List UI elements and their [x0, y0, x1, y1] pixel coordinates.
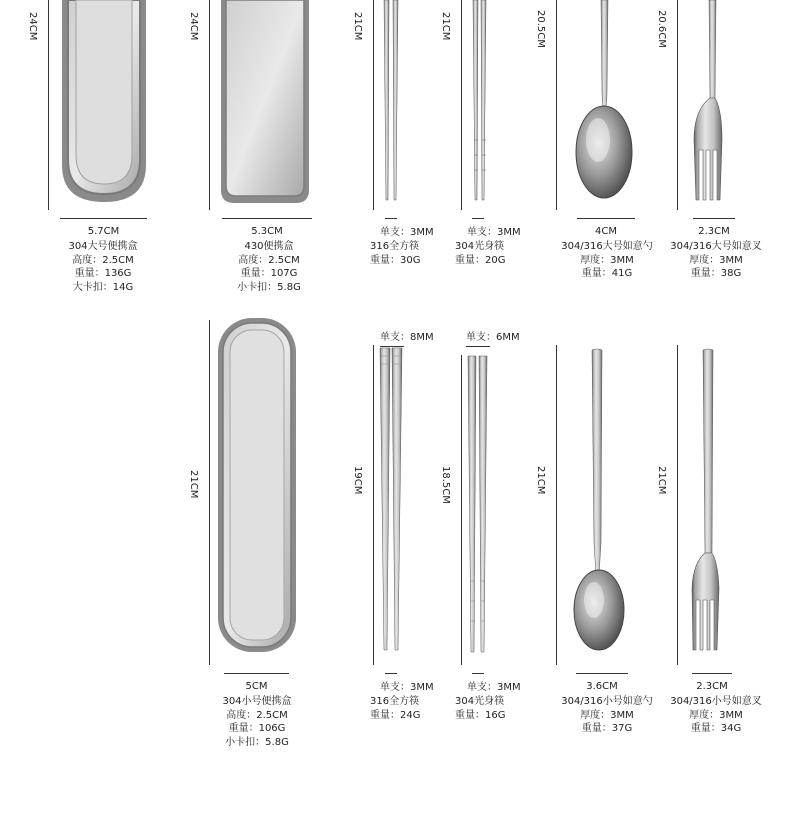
spoon-small-image [570, 348, 634, 660]
box-430-image [218, 0, 314, 206]
fork-small-length-label: 21CM [656, 466, 667, 495]
chopsticks-304-b-top-label: 单支：6MM [466, 332, 520, 343]
chopsticks-316-b-length-label: 19CM [352, 466, 363, 495]
box-small-width-label: 5CM [245, 681, 268, 692]
chopsticks-316-a-info [370, 240, 420, 267]
fork-large-length-label: 20.6CM [656, 10, 667, 48]
box-small-info [202, 695, 312, 749]
chopsticks-316-a-tip-line [385, 218, 397, 219]
spoon-small-length-label: 21CM [535, 466, 546, 495]
fork-large-length-line [677, 0, 678, 210]
chopsticks-316-a-tip-label: 单支：3MM [380, 227, 434, 238]
fork-large-weight: 重量：38G [690, 268, 742, 279]
chopsticks-316-b-length-line [373, 345, 374, 665]
chopsticks-304-a-image [470, 0, 490, 205]
chopsticks-304-b-image [466, 356, 492, 658]
chopsticks-304-b-weight: 重量：16G [455, 709, 506, 721]
box-430-width-line [222, 218, 312, 219]
box-430-name: 430便携盒 [244, 241, 294, 252]
chopsticks-316-a-length-label: 21CM [352, 12, 363, 41]
box-large-name: 304大号便携盒 [68, 241, 138, 252]
spoon-large-length-label: 20.5CM [535, 10, 546, 48]
spoon-large-weight: 重量：41G [581, 268, 633, 279]
box-430-weight: 重量：107G [240, 268, 298, 279]
spoon-large-info [556, 240, 658, 281]
spoon-large-image [570, 0, 642, 210]
chopsticks-316-b-tip-line [385, 673, 397, 674]
chopsticks-316-b-tip-label: 单支：3MM [380, 682, 434, 693]
fork-small-info [664, 695, 768, 736]
chopsticks-304-b-length-label: 18.5CM [440, 466, 451, 504]
box-small-width-line [224, 673, 289, 674]
fork-small-image [688, 348, 738, 658]
box-large-clasp: 大卡扣：14G [72, 281, 134, 293]
spoon-small-info [556, 695, 658, 736]
box-430-height-line [209, 0, 210, 210]
spoon-small-width-label: 3.6CM [586, 681, 618, 692]
fork-small-width-label: 2.3CM [696, 681, 728, 692]
chopsticks-304-b-tip-line [472, 673, 484, 674]
chopsticks-304-b-tip-label: 单支：3MM [467, 682, 521, 693]
spoon-small-weight: 重量：37G [581, 723, 633, 734]
fork-large-width-line [693, 218, 735, 219]
chopsticks-304-b-top-line [466, 346, 490, 347]
spoon-small-thickness: 厚度：3MM [580, 709, 634, 721]
box-small-image [216, 316, 300, 656]
box-small-name: 304小号便携盒 [222, 696, 292, 707]
chopsticks-304-b-length-line [461, 355, 462, 665]
chopsticks-304-a-name: 304光身筷 [455, 241, 505, 252]
chopsticks-304-a-length-line [461, 0, 462, 210]
chopsticks-304-a-tip-line [472, 218, 484, 219]
box-large-width-label: 5.7CM [87, 226, 120, 237]
chopsticks-316-b-weight: 重量：24G [370, 709, 421, 721]
box-large-width-line [60, 218, 147, 219]
fork-large-thickness: 厚度：3MM [689, 254, 743, 266]
box-small-clasp: 小卡扣：5.8G [225, 736, 289, 748]
spoon-large-name: 304/316大号如意勺 [561, 241, 653, 252]
spoon-large-length-line [556, 0, 557, 210]
box-large-height-label: 24CM [27, 12, 38, 41]
chopsticks-304-a-tip-label: 单支：3MM [467, 227, 521, 238]
fork-small-length-line [677, 345, 678, 665]
box-large-info [48, 240, 158, 294]
fork-small-width-line [692, 673, 732, 674]
box-large-height-line [48, 0, 49, 210]
fork-large-info [664, 240, 768, 281]
chopsticks-304-a-length-label: 21CM [440, 12, 451, 41]
spoon-large-thickness: 厚度：3MM [580, 254, 634, 266]
fork-large-name: 304/316大号如意叉 [670, 241, 762, 252]
chopsticks-316-b-top-label: 单支：8MM [380, 332, 434, 343]
box-large-height: 高度：2.5CM [72, 254, 134, 266]
box-small-height-label: 21CM [188, 470, 199, 499]
chopsticks-304-b-info [455, 695, 505, 722]
spoon-large-width-label: 4CM [595, 226, 617, 237]
fork-large-width-label: 2.3CM [698, 226, 730, 237]
box-large-weight: 重量：136G [74, 268, 132, 279]
box-small-height: 高度：2.5CM [226, 709, 288, 721]
chopsticks-316-b-name: 316全方筷 [370, 696, 420, 707]
chopsticks-316-a-name: 316全方筷 [370, 241, 420, 252]
chopsticks-316-b-info [370, 695, 420, 722]
spoon-small-width-line [576, 673, 628, 674]
fork-large-image [688, 0, 744, 210]
chopsticks-304-a-info [455, 240, 505, 267]
box-430-width-label: 5.3CM [251, 226, 283, 237]
fork-small-weight: 重量：34G [690, 723, 742, 734]
spoon-small-name: 304/316小号如意勺 [561, 696, 653, 707]
fork-small-thickness: 厚度：3MM [689, 709, 743, 721]
chopsticks-316-a-weight: 重量：30G [370, 254, 421, 266]
spoon-small-length-line [556, 345, 557, 665]
box-430-info [214, 240, 324, 294]
box-large-image [58, 0, 150, 205]
fork-small-name: 304/316小号如意叉 [670, 696, 762, 707]
chopsticks-316-b-top-line [380, 346, 404, 347]
box-small-weight: 重量：106G [228, 723, 286, 734]
spoon-large-width-line [577, 218, 635, 219]
chopsticks-316-a-length-line [373, 0, 374, 210]
chopsticks-304-b-name: 304光身筷 [455, 696, 505, 707]
chopsticks-304-a-weight: 重量：20G [455, 254, 506, 266]
chopsticks-316-b-image [378, 348, 406, 658]
chopsticks-316-a-image [382, 0, 402, 205]
box-430-clasp: 小卡扣：5.8G [237, 281, 301, 293]
box-430-height-label: 24CM [188, 12, 199, 41]
box-small-height-line [209, 320, 210, 665]
box-430-height: 高度：2.5CM [238, 254, 300, 266]
